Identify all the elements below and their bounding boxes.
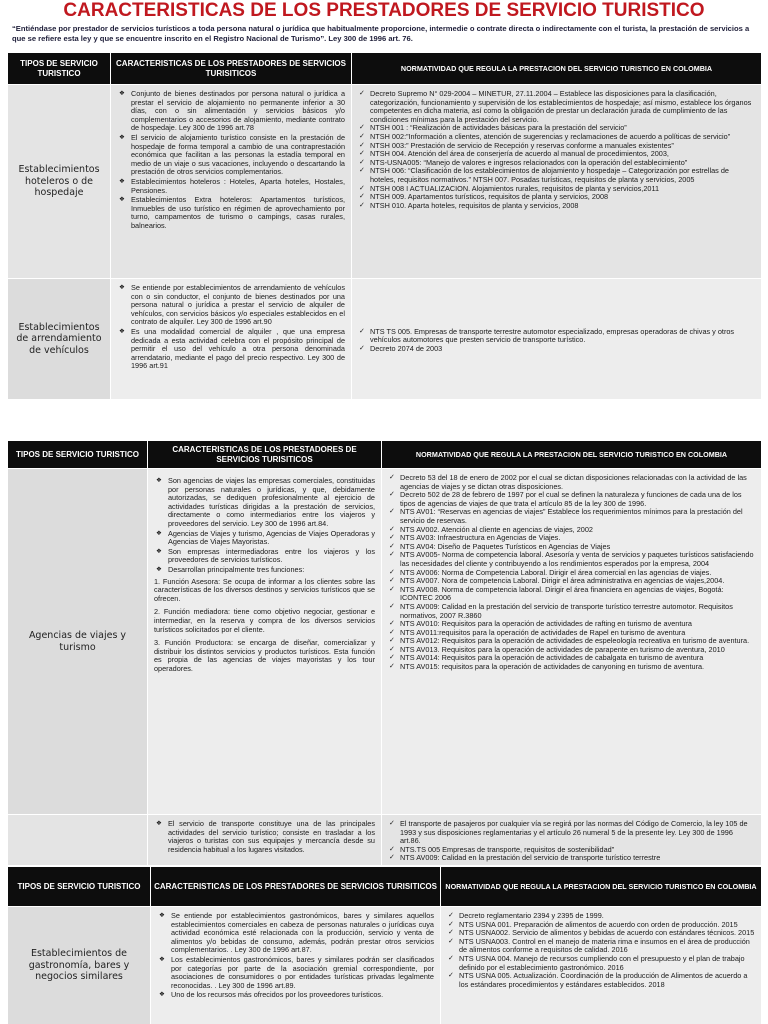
list-item: ✓ NTSH 003:” Prestación de servicio de Recepción y reservas conforme a manuales existentes” <box>358 142 755 151</box>
header-caracteristicas: CARACTERISTICAS DE LOS PRESTADORES DE SERVICIOS TURISITICOS <box>148 441 382 469</box>
list-item: ✓ NTSH 009. Apartamentos turísticos, requisitos de planta y servicios, 2008 <box>358 193 755 202</box>
characteristics-cell <box>111 279 352 400</box>
table-row <box>8 469 762 815</box>
list-item: ✓ NTS AV002. Atención al cliente en agencias de viajes, 2002 <box>388 526 755 535</box>
list-item: ✓ NTSH 002:”Información a clientes, atención de sugerencias y reclamaciones de acuerdo a políticas de servicio” <box>358 133 755 142</box>
table-row <box>8 85 762 279</box>
list-item: 3. Función Productora: se encarga de diseñar, comercializar y distribuir los distintos servicios y productos turísticos. Esta función es propia de las agencias de viajes mayoristas y los tour operadores. <box>154 638 375 673</box>
table-agencias <box>7 440 762 866</box>
norms-cell <box>382 815 762 866</box>
list-item: ❖ Se entiende por establecimientos de arrendamiento de vehículos con o sin conductor, el conjunto de bienes destinados por una persona natural o jurídica a prestar el servicio de alquiler de vehículos, con servicios básicos y/o especiales establecidos en el contrato de alquiler. Ley 300 de 1996 art.90 <box>117 284 345 327</box>
list-item: ✓ NTS USNA 004. Manejo de recursos cumpliendo con el presupuesto y el plan de trabajo definido por el establecimiento gastronómico. 2016 <box>447 955 755 972</box>
header-tipos: TIPOS DE SERVICIO TURISTICO <box>8 867 151 907</box>
table-gastronomia <box>7 866 762 1024</box>
list-item: ❖ Los establecimientos gastronómicos, bares y similares podrán ser clasificados por categorías por parte de la asociación gremial correspondiente, por asociaciones de consumidores o por entidades turísticas privadas legalmente reconocidas. . Ley 300 de 1996 art.89. <box>157 956 434 990</box>
list-item: ❖ Es una modalidad comercial de alquiler , que una empresa dedicada a esta actividad celebra con el propósito principal de permitir el uso del vehículo a otra persona denominada arrendatario, mediante el pago del precio respectivo. Ley 300 de 1996 art.91 <box>117 328 345 371</box>
norms-cell <box>352 85 762 279</box>
list-item: ✓ NTSH 004. Atención del área de conserjería de acuerdo al manual de procedimientos, 2003, <box>358 150 755 159</box>
list-item: ❖ Establecimientos hoteleros : Hoteles, Aparta hoteles, Hostales, Pensiones. <box>117 178 345 195</box>
list-item: ✓ NTS TS 005. Empresas de transporte terrestre automotor especializado, empresas operadoras de chivas y otros vehículos automotores que presten servicio de transporte turístico. <box>358 328 755 345</box>
header-normatividad: NORMATIVIDAD QUE REGULA LA PRESTACION DEL SERVICIO TURISTICO EN COLOMBIA <box>441 867 762 907</box>
header-caracteristicas: CARACTERISTICAS DE LOS PRESTADORES DE SERVICIOS TURISITICOS <box>151 867 441 907</box>
list-item: ✓ NTSH 001 : “Realización de actividades básicas para la prestación del servicio” <box>358 124 755 133</box>
list-item: ❖ El servicio de alojamiento turístico consiste en la prestación de hospedaje de forma temporal a cambio de una contraprestación económica que facilitan a las personas la estadía temporal en medio de un viaje o sus vacaciones, incluyendo o descartando la prestación de otros servicios complementarios. <box>117 134 345 177</box>
list-item: 2. Función mediadora: tiene como objetivo negociar, gestionar e intermediar, en la reserva y compra de los diversos servicios turísticos solicitados por el cliente. <box>154 607 375 634</box>
list-item: ✓ NTSH 008 I ACTUALIZACION. Alojamientos rurales, requisitos de planta y servicios,2011 <box>358 185 755 194</box>
list-item: ✓ NTS AV04: Diseño de Paquetes Turísticos en Agencias de Viajes <box>388 543 755 552</box>
header-tipos: TIPOS DE SERVICIO TURISTICO <box>8 441 148 469</box>
list-item: ✓ NTS AV012: Requisitos para la operación de actividades de espeleología recreativa en turismo de aventura. <box>388 637 755 646</box>
characteristics-cell <box>151 907 441 1024</box>
list-item: ✓ NTS.TS 005 Empresas de transporte, requisitos de sostenibilidad” <box>388 846 755 855</box>
list-item: ✓ NTS AV013. Requisitos para la operación de actividades de parapente en turismo de aventura, 2010 <box>388 646 755 655</box>
type-cell: Establecimientos hoteleros o de hospedaje <box>8 85 111 279</box>
list-item: ✓ NTS AV010: Requisitos para la operación de actividades de rafting en turismo de aventura <box>388 620 755 629</box>
list-item: ❖ El servicio de transporte constituye una de las principales actividades del servicio turístico; consiste en trasladar a los viajeros o turistas con sus equipajes y mercancía desde su residencia habitual a los lugares visitados. <box>154 820 375 854</box>
list-item: ✓ NTSH 006: “Clasificación de los establecimientos de alojamiento y hospedaje – Categorización por estrellas de hoteles, requisitos normativos.” NTSH 007. Posadas turísticas, requisitos de planta y servicios, 2005 <box>358 167 755 184</box>
table-row <box>8 279 762 400</box>
list-item: ✓ NTS AV005- Norma de competencia laboral. Asesoría y venta de servicios y paquetes turísticos satisfaciendo las necesidades del cliente y contribuyendo a los rendimientos esperados por la empresa, 2004 <box>388 551 755 568</box>
list-item: ✓ NTS AV011:requisitos para la operación de actividades de Rapel en turismo de aventura <box>388 629 755 638</box>
list-item: ❖ Son empresas intermediadoras entre los viajeros y los proveedores de servicios turísticos. <box>154 548 375 565</box>
list-item: ✓ NTS AV015: requisitos para la operación de actividades de canyoning en turismo de aventura. <box>388 663 755 672</box>
list-item: ✓ Decreto 53 del 18 de enero de 2002 por el cual se dictan disposiciones relacionadas con la actividad de las agencias de viajes y se dictan otras disposiciones. <box>388 474 755 491</box>
list-item: ✓ NTS AV009: Calidad en la prestación del servicio de transporte turístico terrestre <box>388 854 755 863</box>
list-item: ❖ Uno de los recursos más ofrecidos por los proveedores turísticos. <box>157 991 434 1000</box>
page-title: CARACTERISTICAS DE LOS PRESTADORES DE SERVICIO TURISTICO <box>63 0 705 21</box>
list-item: ✓ NTS-USNA005: “Manejo de valores e ingresos relacionados con la operación del establecimiento” <box>358 159 755 168</box>
list-item: ❖ Establecimientos Extra hoteleros: Apartamentos turísticos, Inmuebles de uso turístico en régimen de aprovechamiento por turno, campamentos de turismo o campings, casas rurales, balnearios. <box>117 196 345 230</box>
norms-cell <box>441 907 762 1024</box>
list-item: ❖ Desarrollan principalmente tres funciones: <box>154 566 375 575</box>
list-item: ❖ Agencias de Viajes y turismo, Agencias de Viajes Operadoras y Agencias de Viajes Mayoristas. <box>154 530 375 547</box>
table-hospedaje <box>7 52 762 400</box>
list-item: ✓ Decreto reglamentario 2394 y 2395 de 1999. <box>447 912 755 921</box>
list-item: ✓ NTS AV008. Norma de competencia laboral. Dirigir el área financiera en agencias de viajes, Bogotá: ICONTEC 2006 <box>388 586 755 603</box>
list-item: ✓ NTS USNA003. Control en el manejo de materia rima e insumos en el área de producción de alimentos conforme a requisitos de calidad. 2016 <box>447 938 755 955</box>
type-cell: Agencias de viajes y turismo <box>8 469 148 815</box>
header-normatividad: NORMATIVIDAD QUE REGULA LA PRESTACION DEL SERVICIO TURISTICO EN COLOMBIA <box>352 53 762 85</box>
type-cell <box>8 815 148 866</box>
list-item: ❖ Conjunto de bienes destinados por persona natural o jurídica a prestar el servicio de alojamiento no permanente inferior a 30 días, con o sin alimentación y servicios básicos y/o complementarios o accesorios de alojamiento, mediante contrato de hospedaje. Ley 300 de 1996 art.78 <box>117 90 345 133</box>
list-item: ❖ Son agencias de viajes las empresas comerciales, constituidas por personas naturales o jurídicas, y que, debidamente autorizadas, se dediquen profesionalmente al ejercicio de actividades turísticas dirigidas a la prestación de servicios, directamente o como intermediarios entre los viajeros y proveedores del servicio. Ley 300 de 1996 art.84. <box>154 477 375 529</box>
characteristics-cell <box>148 469 382 815</box>
list-item: ✓ NTS AV03: Infraestructura en Agencias de Viajes. <box>388 534 755 543</box>
list-item: ✓ NTS AV014: Requisitos para la operación de actividades de cabalgata en turismo de aventura <box>388 654 755 663</box>
list-item: ✓ NTS AV006: Norma de Competencia Laboral. Dirigir el área comercial en las agencias de viajes. <box>388 569 755 578</box>
definition-quote: “Entiéndase por prestador de servicios turísticos a toda persona natural o jurídica que habitualmente proporcione, intermedie o contrate directa o indirectamente con el turista, la prestación de servicios a que se refiere esta ley y que se encuentre inscrito en el Registro Nacional de Turismo”. Ley 300 de 1996 art. 76. <box>12 24 750 43</box>
list-item: ✓ NTS AV007. Nora de competencia Laboral. Dirigir el área administrativa en agencias de viajes,2004. <box>388 577 755 586</box>
norms-cell <box>382 469 762 815</box>
table-row <box>8 815 762 866</box>
list-item: ✓ NTS USNA 005. Actualización. Coordinación de la producción de Alimentos de acuerdo a los estándares procedimientos y estándares establecidos. 2018 <box>447 972 755 989</box>
list-item: ✓ El transporte de pasajeros por cualquier vía se regirá por las normas del Código de Comercio, la ley 105 de 1993 y sus disposiciones reglamentarias y el artículo 26 numeral 5 de la presente ley. Ley 300 de 1996 art.86. <box>388 820 755 846</box>
header-caracteristicas: CARACTERISTICAS DE LOS PRESTADORES DE SERVICIOS TURISITICOS <box>111 53 352 85</box>
header-tipos: TIPOS DE SERVICIO TURISTICO <box>8 53 111 85</box>
list-item: ✓ NTS USNA 001. Preparación de alimentos de acuerdo con orden de producción. 2015 <box>447 921 755 930</box>
list-item: ✓ Decreto 2074 de 2003 <box>358 345 755 354</box>
list-item: ❖ Se entiende por establecimientos gastronómicos, bares y similares aquellos establecimientos comerciales en cabeza de personas naturales o jurídicas cuya actividad económica esté relacionada con la producción, servicio y venta de alimentos y/o bebidas de consumo, además, podrán prestar otros servicios complementarios. . Ley 300 de 1996 art.87. <box>157 912 434 955</box>
list-item: ✓ NTS USNA002. Servicio de alimentos y bebidas de acuerdo con estándares técnicos. 2015 <box>447 929 755 938</box>
type-cell: Establecimientos de arrendamiento de vehículos <box>8 279 111 400</box>
list-item: ✓ Decreto Supremo N° 029-2004 – MINETUR, 27.11.2004 – Establece las disposiciones para la clasificación, categorización, funcionamiento y supervisión de los establecimientos de hospedaje; así mismo, establece los órganos competentes en dicha materia, así como la obligación de prestar un declaración jurada de cumplimiento de las condiciones mínimas para la prestación del servicio. <box>358 90 755 124</box>
characteristics-cell <box>111 85 352 279</box>
list-item: ✓ NTS AV009: Calidad en la prestación del servicio de transporte turístico terrestre automotor. Requisitos normativos, 2007 R.3860 <box>388 603 755 620</box>
header-normatividad: NORMATIVIDAD QUE REGULA LA PRESTACION DEL SERVICIO TURISTICO EN COLOMBIA <box>382 441 762 469</box>
list-item: ✓ NTSH 010. Aparta hoteles, requisitos de planta y servicios, 2008 <box>358 202 755 211</box>
list-item: 1. Función Asesora: Se ocupa de informar a los clientes sobre las características de los diversos destinos y servicios turísticos que se ofrecen. <box>154 576 375 603</box>
type-cell: Establecimientos de gastronomía, bares y negocios similares <box>8 907 151 1024</box>
list-item: ✓ NTS AV01: “Reservas en agencias de viajes” Establece los requerimientos mínimos para la prestación del servicio de reservas. <box>388 508 755 525</box>
table-row <box>8 907 762 1024</box>
norms-cell <box>352 279 762 400</box>
list-item: ✓ Decreto 502 de 28 de febrero de 1997 por el cual se definen la naturaleza y funciones de cada una de los tipos de agencias de viajes de que trata el artículo 85 de la ley 300 de 1996. <box>388 491 755 508</box>
characteristics-cell <box>148 815 382 866</box>
